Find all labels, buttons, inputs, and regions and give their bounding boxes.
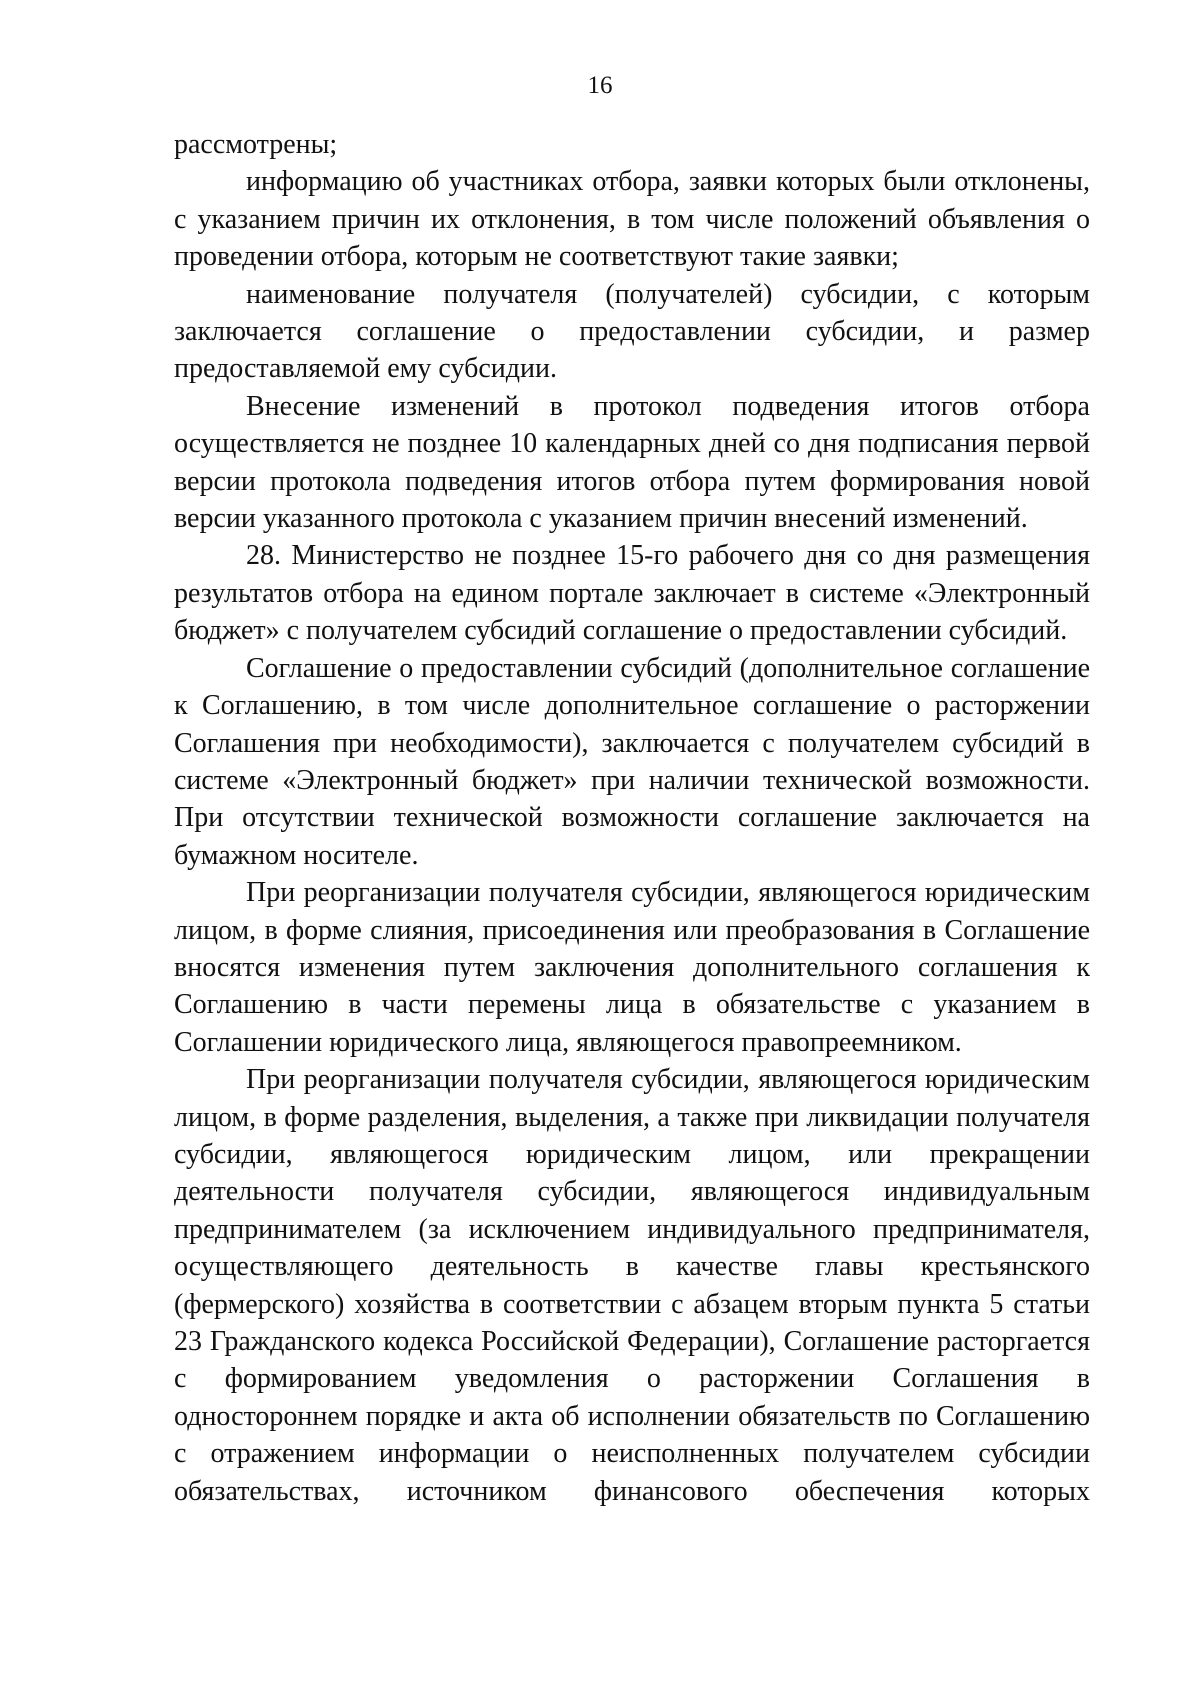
paragraph-recipient-name: наименование получателя (получателей) субсидии, с которым заключается соглашение о предоставлении субсидии, и размер предоставляемой ему субсидии. [174, 278, 1090, 385]
paragraph-continuation: рассмотрены; [174, 129, 338, 160]
paragraph-reorganization-division: При реорганизации получателя субсидии, являющегося юридическим лицом, в форме разделения, выделения, а также при ликвидации получателя субсидии, являющегося юридическим лицом, или прекращении деятельности получателя субсидии, являющегося индивидуальным предпринимателем (за исключением индивидуального предпринимателя, осуществляющего деятельность в качестве главы крестьянского (фермерского) хозяйства в соответствии с абзацем вторым пункта 5 статьи 23 Гражданского кодекса Российской Федерации), Соглашение расторгается с формированием уведомления о расторжении Соглашения в одностороннем порядке и акта об исполнении обязательств по Соглашению с отражением информации о неисполненных получателем субсидии обязательствах, источником финансового обеспечения которых [174, 1064, 1090, 1507]
paragraph-agreement-conclusion: Соглашение о предоставлении субсидий (дополнительное соглашение к Соглашению, в том числе дополнительное соглашение о расторжении Соглашения при необходимости), заключается с получателем субсидий в системе «Электронный бюджет» при наличии технической возможности. При отсутствии технической возможности соглашение заключается на бумажном носителе. [174, 652, 1090, 871]
paragraph-rejected-participants-info: информацию об участниках отбора, заявки которых были отклонены, с указанием причин их отклонения, в том числе положений объявления о проведении отбора, которым не соответствуют такие заявки; [174, 166, 1090, 273]
paragraph-item-28: 28. Министерство не позднее 15-го рабочего дня со дня размещения результатов отбора на едином портале заключает в системе «Электронный бюджет» с получателем субсидий соглашение о предоставлении субсидий. [174, 540, 1090, 647]
page-number: 16 [587, 72, 613, 99]
paragraph-protocol-changes: Внесение изменений в протокол подведения итогов отбора осуществляется не позднее 10 календарных дней со дня подписания первой версии протокола подведения итогов отбора путем формирования новой версии указанного протокола с указанием причин внесений изменений. [174, 390, 1090, 535]
paragraph-reorganization-merger: При реорганизации получателя субсидии, являющегося юридическим лицом, в форме слияния, присоединения или преобразования в Соглашение вносятся изменения путем заключения дополнительного соглашения к Соглашению в части перемены лица в обязательстве с указанием в Соглашении юридического лица, являющегося правопреемником. [174, 877, 1090, 1058]
document-body [174, 126, 1090, 1510]
